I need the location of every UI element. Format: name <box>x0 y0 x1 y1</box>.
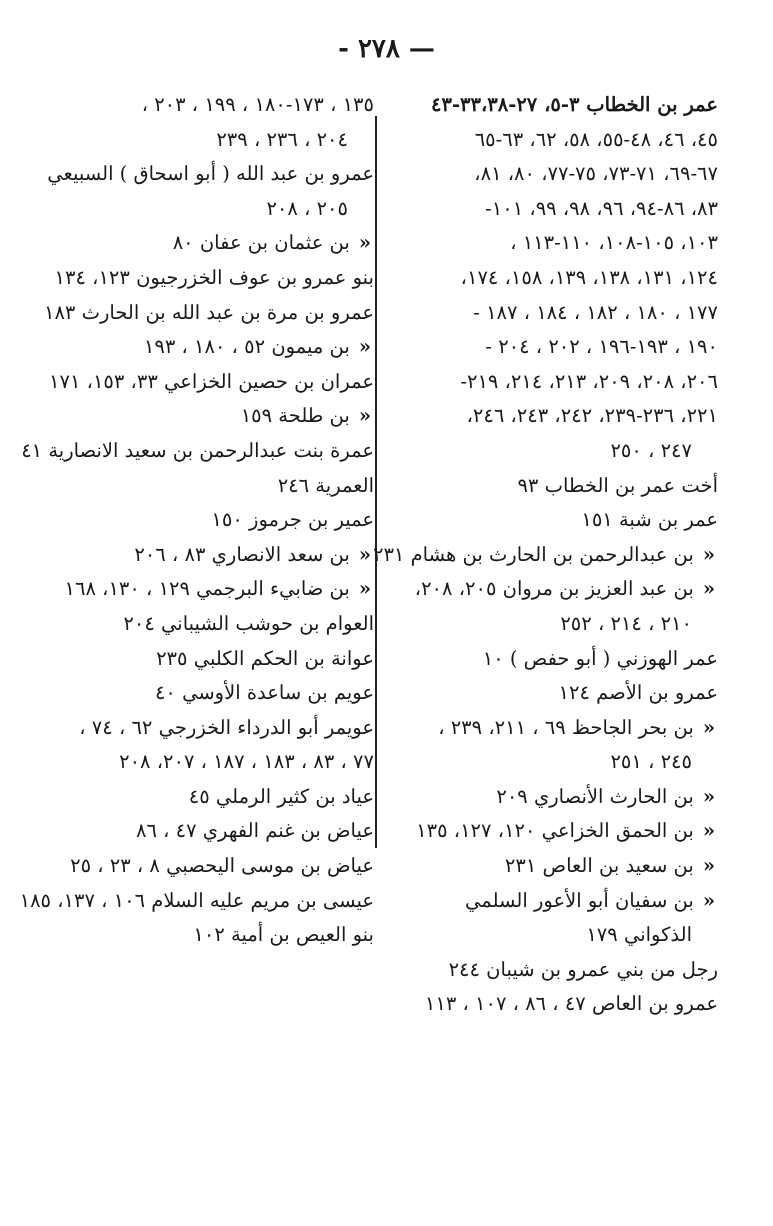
ditto-mark: « <box>358 404 372 428</box>
index-entry <box>388 503 718 538</box>
index-entry <box>36 296 374 331</box>
index-entry-text: عمير بن جرموز ١٥٠ <box>211 508 374 532</box>
index-entry <box>36 192 374 227</box>
index-entry-text: عمران بن حصين الخزاعي ٣٣، ١٥٣، ١٧١ <box>49 369 374 393</box>
index-entry-text: عمرو بن الأصم ١٢٤ <box>558 681 718 705</box>
index-entry-text: ٢٠٤ ، ٢٣٦ ، ٢٣٩ <box>216 127 348 151</box>
index-entry <box>388 918 718 953</box>
ditto-mark: « <box>358 542 372 566</box>
index-entry <box>36 607 374 642</box>
index-entry <box>36 814 374 849</box>
index-entry-text: بن سفيان أبو الأعور السلمي <box>465 888 694 912</box>
index-entry <box>388 607 718 642</box>
index-entry <box>36 780 374 815</box>
index-entry-text: عمر بن شبة ١٥١ <box>581 508 718 532</box>
index-entry <box>388 780 718 815</box>
index-entry <box>19 884 374 919</box>
index-entry-text: عويمر أبو الدرداء الخزرجي ٦٢ ، ٧٤ ، <box>79 715 374 739</box>
index-column-left <box>19 88 374 953</box>
index-entry <box>36 538 374 573</box>
index-entry <box>36 469 374 504</box>
index-entry <box>36 642 374 677</box>
index-entry <box>21 434 374 469</box>
index-entry-text: ٢٠٥ ، ٢٠٨ <box>266 196 348 220</box>
index-entry <box>36 226 374 261</box>
index-entry <box>388 676 718 711</box>
ditto-mark: « <box>358 335 372 359</box>
index-entry-text: ٤٥، ٤٦، ٤٨-٥٥، ٥٨، ٦٢، ٦٣-٦٥ <box>474 127 718 151</box>
index-entry <box>388 711 718 746</box>
index-entry <box>388 330 718 365</box>
index-entry-text: بن عثمان بن عفان ٨٠ <box>172 231 350 255</box>
index-entry <box>372 538 718 573</box>
index-entry <box>36 849 374 884</box>
index-entry <box>388 849 718 884</box>
index-entry-text: بن سعد الانصاري ٨٣ ، ٢٠٦ <box>134 542 350 566</box>
index-entry-text: عمر الهوزني ( أبو حفص ) ١٠ <box>482 646 718 670</box>
index-entry-text: رجل من بني عمرو بن شيبان ٢٤٤ <box>448 957 718 981</box>
index-entry-text: العمرية ٢٤٦ <box>277 473 374 497</box>
index-column-right <box>372 88 718 1022</box>
index-entry <box>388 365 718 400</box>
index-entry <box>36 330 374 365</box>
index-entry <box>388 399 718 434</box>
index-entry <box>36 123 374 158</box>
index-entry-text: ٢٠٦، ٢٠٨، ٢٠٩، ٢١٣، ٢١٤، ٢١٩- <box>460 369 718 393</box>
index-entry-text: بن ميمون ٥٢ ، ١٨٠ ، ١٩٣ <box>143 335 350 359</box>
index-entry <box>388 642 718 677</box>
index-entry <box>388 572 718 607</box>
index-entry <box>388 88 718 123</box>
ditto-mark: « <box>702 715 716 739</box>
index-entry-text: ٢٤٥ ، ٢٥١ <box>610 750 692 774</box>
index-entry <box>36 88 374 123</box>
index-entry <box>36 676 374 711</box>
index-entry <box>388 953 718 988</box>
page-number: — ٢٧٨ - <box>338 34 435 64</box>
index-entry <box>36 365 374 400</box>
index-entry-text: عمرة بنت عبدالرحمن بن سعيد الانصارية ٤١ <box>21 438 374 462</box>
index-entry <box>388 192 718 227</box>
ditto-mark: « <box>358 577 372 601</box>
ditto-mark: « <box>702 542 716 566</box>
index-entry-text: بن ضابيء البرجمي ١٢٩ ، ١٣٠، ١٦٨ <box>64 577 350 601</box>
index-entry-text: بن طلحة ١٥٩ <box>240 404 350 428</box>
ditto-mark: « <box>702 854 716 878</box>
index-entry <box>388 745 718 780</box>
index-entry-text: ٨٣، ٨٦-٩٤، ٩٦، ٩٨، ٩٩، ١٠١- <box>485 196 718 220</box>
index-entry <box>388 987 718 1022</box>
index-entry-text: عويم بن ساعدة الأوسي ٤٠ <box>154 681 374 705</box>
index-entry-text: بنو عمرو بن عوف الخزرجيون ١٢٣، ١٣٤ <box>54 265 374 289</box>
index-entry-text: بنو العيص بن أمية ١٠٢ <box>193 923 374 947</box>
index-entry-text: عيسى بن مريم عليه السلام ١٠٦ ، ١٣٧، ١٨٥ <box>19 888 374 912</box>
ditto-mark: « <box>702 819 716 843</box>
index-entry <box>36 711 374 746</box>
index-entry-text: ٦٧-٦٩، ٧١-٧٣، ٧٥-٧٧، ٨٠، ٨١، <box>474 162 718 186</box>
index-entry-text: عياض بن غنم الفهري ٤٧ ، ٨٦ <box>135 819 374 843</box>
index-entry <box>36 503 374 538</box>
index-entry-text: بن الحارث الأنصاري ٢٠٩ <box>496 784 694 808</box>
index-entry-text: عمرو بن عبد الله ( أبو اسحاق ) السبيعي <box>47 162 374 186</box>
index-entry-text: عياض بن موسى اليحصبي ٨ ، ٢٣ ، ٢٥ <box>70 854 374 878</box>
index-entry-text: عوانة بن الحكم الكلبي ٢٣٥ <box>156 646 374 670</box>
index-entry-text: ٢٢١، ٢٣٦-٢٣٩، ٢٤٢، ٢٤٣، ٢٤٦، <box>466 404 718 428</box>
ditto-mark: « <box>702 577 716 601</box>
index-entry-text: أخت عمر بن الخطاب ٩٣ <box>517 473 718 497</box>
index-entry-text: ١٠٣، ١٠٥-١٠٨، ١١٠-١١٣ ، <box>510 231 718 255</box>
index-entry <box>388 157 718 192</box>
index-entry-text: ١٧٧ ، ١٨٠ ، ١٨٢ ، ١٨٤ ، ١٨٧ - <box>473 300 718 324</box>
index-entry-text: عمرو بن مرة بن عبد الله بن الحارث ١٨٣ <box>43 300 374 324</box>
index-entry-text: بن سعيد بن العاص ٢٣١ <box>504 854 694 878</box>
index-entry-text: بن بحر الجاحظ ٦٩ ، ٢١١، ٢٣٩ ، <box>438 715 694 739</box>
index-entry-text: ٢١٠ ، ٢١٤ ، ٢٥٢ <box>560 611 692 635</box>
index-entry-text: عمرو بن العاص ٤٧ ، ٨٦ ، ١٠٧ ، ١١٣ <box>424 992 718 1016</box>
index-entry-text: عمر بن الخطاب ٣-٥، ٢٧-٣٣،٣٨-٤٣ <box>430 93 718 116</box>
index-entry-text: عياد بن كثير الرملي ٤٥ <box>188 784 374 808</box>
index-entry <box>36 399 374 434</box>
ditto-mark: « <box>358 231 372 255</box>
index-entry-text: بن عبد العزيز بن مروان ٢٠٥، ٢٠٨، <box>414 577 694 601</box>
index-entry <box>36 745 374 780</box>
index-entry-text: ٧٧ ، ٨٣ ، ١٨٣ ، ١٨٧ ، ٢٠٧، ٢٠٨ <box>119 750 374 774</box>
index-entry <box>388 261 718 296</box>
index-entry <box>36 261 374 296</box>
index-entry-text: الذكواني ١٧٩ <box>586 923 692 947</box>
index-entry <box>388 884 718 919</box>
index-entry-text: ٢٤٧ ، ٢٥٠ <box>610 438 692 462</box>
index-entry-text: ١٩٠ ، ١٩٣-١٩٦ ، ٢٠٢ ، ٢٠٤ - <box>485 335 718 359</box>
index-entry <box>388 296 718 331</box>
index-entry <box>388 814 718 849</box>
ditto-mark: « <box>702 888 716 912</box>
index-entry-text: بن عبدالرحمن بن الحارث بن هشام ٢٣١ <box>372 542 694 566</box>
index-entry <box>36 918 374 953</box>
index-entry <box>388 226 718 261</box>
index-entry <box>388 469 718 504</box>
index-entry <box>388 434 718 469</box>
index-entry-text: ١٢٤، ١٣١، ١٣٨، ١٣٩، ١٥٨، ١٧٤، <box>460 265 718 289</box>
column-divider <box>375 116 377 848</box>
index-entry-text: بن الحمق الخزاعي ١٢٠، ١٢٧، ١٣٥ <box>416 819 694 843</box>
index-entry <box>36 157 374 192</box>
ditto-mark: « <box>702 784 716 808</box>
index-entry-text: العوام بن حوشب الشيباني ٢٠٤ <box>123 611 374 635</box>
index-entry <box>388 123 718 158</box>
index-entry-text: ١٣٥ ، ١٧٣-١٨٠ ، ١٩٩ ، ٢٠٣ ، <box>141 93 374 116</box>
index-entry <box>36 572 374 607</box>
